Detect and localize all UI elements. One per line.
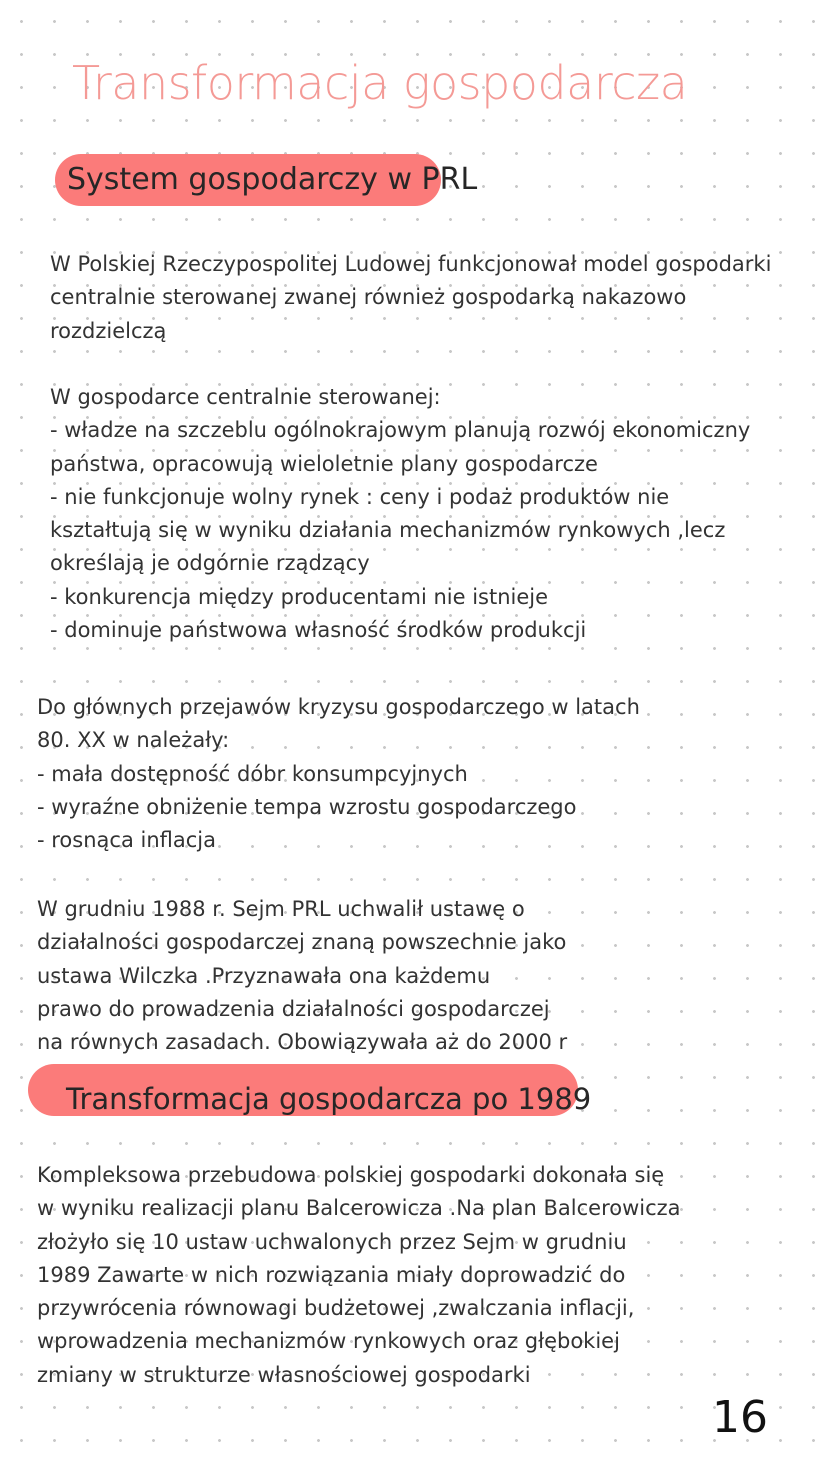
text-line: - mała dostępność dóbr konsumpcyjnych: [37, 761, 468, 786]
section-heading-transformation-text: Transformacja gospodarcza po 1989: [66, 1082, 592, 1116]
text-line: - wyraźne obniżenie tempa wzrostu gospodarczego: [37, 794, 577, 819]
text-line: zmiany w strukturze własnościowej gospodarki: [37, 1362, 531, 1387]
section-heading-transformation: [28, 1064, 592, 1116]
text-line: - dominuje państwowa własność środków produkcji: [50, 618, 587, 643]
text-line: wprowadzenia mechanizmów rynkowych oraz głębokiej: [37, 1329, 620, 1354]
page-number: 16: [712, 1392, 768, 1443]
text-line: w wyniku realizacji planu Balcerowicza .Na plan Balcerowicza: [37, 1196, 681, 1221]
text-line: - rosnąca inflacja: [37, 828, 216, 853]
text-line: W Polskiej Rzeczypospolitej Ludowej funkcjonował model gospodarki: [50, 252, 772, 276]
text-line: prawo do prowadzenia działalności gospodarczej: [37, 996, 550, 1021]
text-line: 80. XX w należały:: [37, 728, 230, 753]
paragraph-central-planning: [50, 381, 750, 647]
text-line: - władze na szczeblu ogólnokrajowym planują rozwój ekonomiczny: [50, 418, 751, 443]
text-line: na równych zasadach. Obowiązywała aż do 2000 r: [37, 1030, 568, 1055]
paragraph-crisis: [37, 691, 640, 857]
paragraph-wilczek-law: [37, 893, 567, 1059]
text-line: Kompleksowa przebudowa polskiej gospodarki dokonała się: [37, 1163, 665, 1187]
text-line: Do głównych przejawów kryzysu gospodarczego w latach: [37, 695, 640, 719]
text-line: W gospodarce centralnie sterowanej:: [50, 385, 441, 409]
text-line: kształtują się w wyniku działania mechanizmów rynkowych ,lecz: [50, 518, 726, 543]
text-line: - nie funkcjonuje wolny rynek : ceny i podaż produktów nie: [50, 484, 670, 509]
text-line: W grudniu 1988 r. Sejm PRL uchwalił ustawę o: [37, 897, 525, 921]
paragraph-balcerowicz-plan: [37, 1159, 681, 1392]
section-heading-prl-text: System gospodarczy w PRL: [67, 162, 478, 197]
text-line: przywrócenia równowagi budżetowej ,zwalczania inflacji,: [37, 1296, 635, 1321]
text-line: działalności gospodarczej znaną powszechnie jako: [37, 930, 567, 955]
text-line: rozdzielczą: [50, 318, 167, 343]
text-line: ustawa Wilczka .Przyznawała ona każdemu: [37, 963, 491, 988]
text-line: centralnie sterowanej zwanej również gospodarką nakazowo: [50, 285, 687, 310]
text-line: złożyło się 10 ustaw uchwalonych przez Sejm w grudniu: [37, 1229, 627, 1254]
text-line: - konkurencja między producentami nie istnieje: [50, 584, 549, 609]
page-title: Transformacja gospodarcza: [72, 56, 688, 110]
text-line: państwa, opracowują wieloletnie plany gospodarcze: [50, 451, 598, 476]
text-line: 1989 Zawarte w nich rozwiązania miały doprowadzić do: [37, 1262, 626, 1287]
text-line: określają je odgórnie rządzący: [50, 551, 370, 576]
section-heading-prl: [55, 154, 478, 206]
paragraph-prl-model: [50, 248, 771, 348]
